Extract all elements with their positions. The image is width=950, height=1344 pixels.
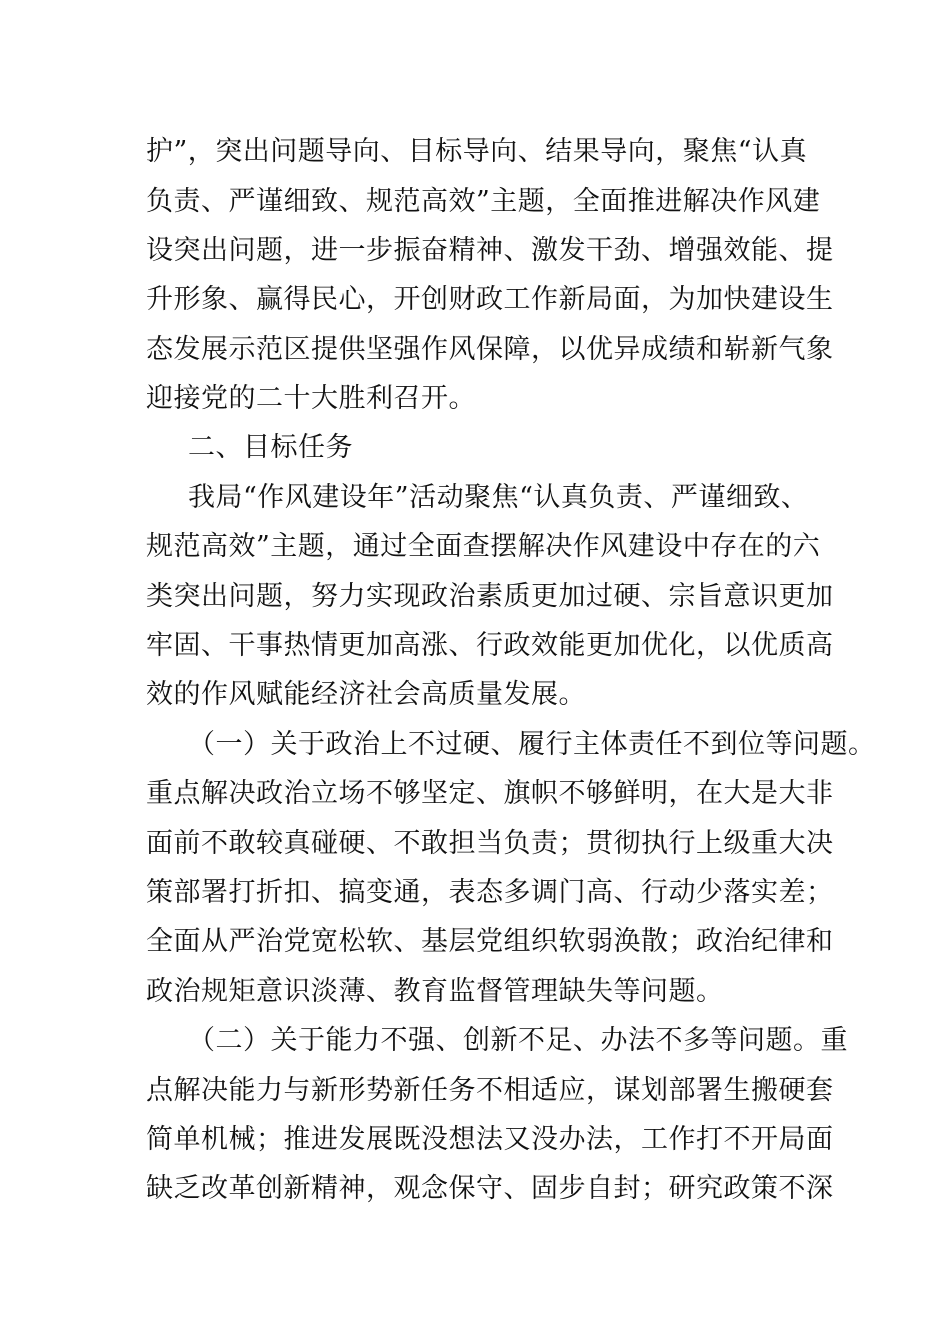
text-line: 我局“作风建设年”活动聚焦“认真负责、严谨细致、 [188, 482, 809, 513]
text-line: 政治规矩意识淡薄、教育监督管理缺失等问题。 [146, 976, 724, 1007]
text-line: （二）关于能力不强、创新不足、办法不多等问题。重 [188, 1025, 848, 1056]
text-line: （一）关于政治上不过硬、履行主体责任不到位等问题。 [188, 729, 876, 760]
text-line: 简单机械；推进发展既没想法又没办法，工作打不开局面 [146, 1124, 834, 1155]
text-line: 面前不敢较真碰硬、不敢担当负责；贯彻执行上级重大决 [146, 828, 834, 859]
text-line: 护”，突出问题导向、目标导向、结果导向，聚焦“认真 [146, 136, 808, 167]
text-line: 态发展示范区提供坚强作风保障，以优异成绩和崭新气象 [146, 334, 834, 365]
text-line: 设突出问题，进一步振奋精神、激发干劲、增强效能、提 [146, 235, 834, 266]
text-line: 策部署打折扣、搞变通，表态多调门高、行动少落实差； [146, 877, 834, 908]
text-line: 类突出问题，努力实现政治素质更加过硬、宗旨意识更加 [146, 581, 834, 612]
text-line: 缺乏改革创新精神，观念保守、固步自封；研究政策不深 [146, 1173, 834, 1204]
text-line: 点解决能力与新形势新任务不相适应，谋划部署生搬硬套 [146, 1075, 834, 1106]
text-line: 迎接党的二十大胜利召开。 [146, 383, 476, 414]
text-line: 负责、严谨细致、规范高效”主题，全面推进解决作风建 [146, 186, 821, 217]
text-line: 升形象、赢得民心，开创财政工作新局面，为加快建设生 [146, 284, 834, 315]
text-line: 牢固、干事热情更加高涨、行政效能更加优化，以优质高 [146, 630, 834, 661]
text-line: 全面从严治党宽松软、基层党组织软弱涣散；政治纪律和 [146, 926, 834, 957]
text-line: 效的作风赋能经济社会高质量发展。 [146, 679, 586, 710]
text-line: 规范高效”主题，通过全面查摆解决作风建设中存在的六 [146, 531, 821, 562]
text-line: 重点解决政治立场不够坚定、旗帜不够鲜明，在大是大非 [146, 778, 834, 809]
section-heading: 二、目标任务 [188, 432, 353, 463]
